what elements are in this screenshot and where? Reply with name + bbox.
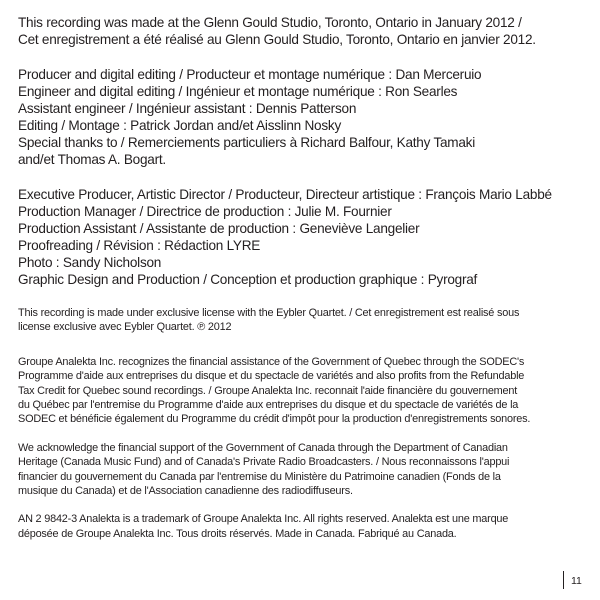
credit-line-thanks: Special thanks to / Remerciements particuliers à Richard Balfour, Kathy Tamaki: [18, 135, 475, 150]
credit-line-producer: Producer and digital editing / Producteur et montage numérique : Dan Merceruio: [18, 67, 482, 82]
production-credits: [18, 66, 586, 168]
license-line: license exclusive avec Eybler Quartet. ℗ 2012: [18, 321, 232, 334]
credit-line-proofreading: Proofreading / Révision : Rédaction LYRE: [18, 238, 261, 253]
sodec-line: Programme d'aide aux entreprises du disque et du spectacle de variétés and also profits from the Refundable: [18, 370, 525, 383]
recording-note-line: This recording was made at the Glenn Gould Studio, Toronto, Ontario in January 2012 /: [18, 15, 522, 30]
credit-line-assistant-engineer: Assistant engineer / Ingénieur assistant : Dennis Patterson: [18, 101, 357, 116]
label-credits: [18, 186, 586, 288]
credit-line-engineer: Engineer and digital editing / Ingénieur et montage numérique : Ron Searles: [18, 84, 458, 99]
sodec-line: du Québec par l'entremise du Programme d'aide aux entreprises du disque et du spectacle de variétés de la: [18, 399, 519, 412]
trademark-line: AN 2 9842-3 Analekta is a trademark of Groupe Analekta Inc. All rights reserved. Analekta est une marque: [18, 513, 509, 526]
sodec-line: Tax Credit for Quebec sound recordings. / Groupe Analekta Inc. reconnait l'aide financière du gouvernement: [18, 384, 518, 397]
credit-line-thanks-continued: and/et Thomas A. Bogart.: [18, 152, 166, 167]
canada-line: musique du Canada) et de l'Association canadienne des radiodiffuseurs.: [18, 485, 353, 498]
canada-line: Heritage (Canada Music Fund) and of Canada's Private Radio Broadcasters. / Nous reconnaissons l'appui: [18, 456, 510, 469]
credit-line-production-manager: Production Manager / Directrice de production : Julie M. Fournier: [18, 204, 392, 219]
sodec-line: Groupe Analekta Inc. recognizes the financial assistance of the Government of Quebec through the SODEC's: [18, 355, 525, 368]
recording-note: [18, 14, 586, 48]
page-number-divider: [563, 571, 564, 589]
canada-notice: [18, 441, 586, 499]
sodec-line: SODEC et bénéficie également du Programme du crédit d'impôt pour la production d'enregistrements sonores.: [18, 413, 531, 426]
credit-line-executive-producer: Executive Producer, Artistic Director / Producteur, Directeur artistique : François Mario Labbé: [18, 187, 552, 202]
canada-line: financier du gouvernement du Canada par l'entremise du Ministère du Patrimoine canadien (Fonds de la: [18, 470, 501, 483]
license-notice: [18, 306, 586, 335]
canada-line: We acknowledge the financial support of the Government of Canada through the Department of Canadian: [18, 441, 508, 454]
credit-line-photo: Photo : Sandy Nicholson: [18, 255, 162, 270]
sodec-notice: [18, 355, 586, 427]
credit-line-editing: Editing / Montage : Patrick Jordan and/et Aisslinn Nosky: [18, 118, 341, 133]
license-line: This recording is made under exclusive license with the Eybler Quartet. / Cet enregistrement est realisé sous: [18, 307, 520, 319]
credit-line-graphic-design: Graphic Design and Production / Conception et production graphique : Pyrograf: [18, 272, 478, 287]
trademark-notice: [18, 512, 586, 541]
credit-line-production-assistant: Production Assistant / Assistante de production : Geneviève Langelier: [18, 221, 420, 236]
recording-note-line: Cet enregistrement a été réalisé au Glenn Gould Studio, Toronto, Ontario en janvier 2012.: [18, 32, 536, 47]
trademark-line: déposée de Groupe Analekta Inc. Tous droits réservés. Made in Canada. Fabriqué au Canada.: [18, 527, 457, 540]
booklet-page: [18, 14, 586, 555]
page-number: 11: [571, 575, 582, 587]
